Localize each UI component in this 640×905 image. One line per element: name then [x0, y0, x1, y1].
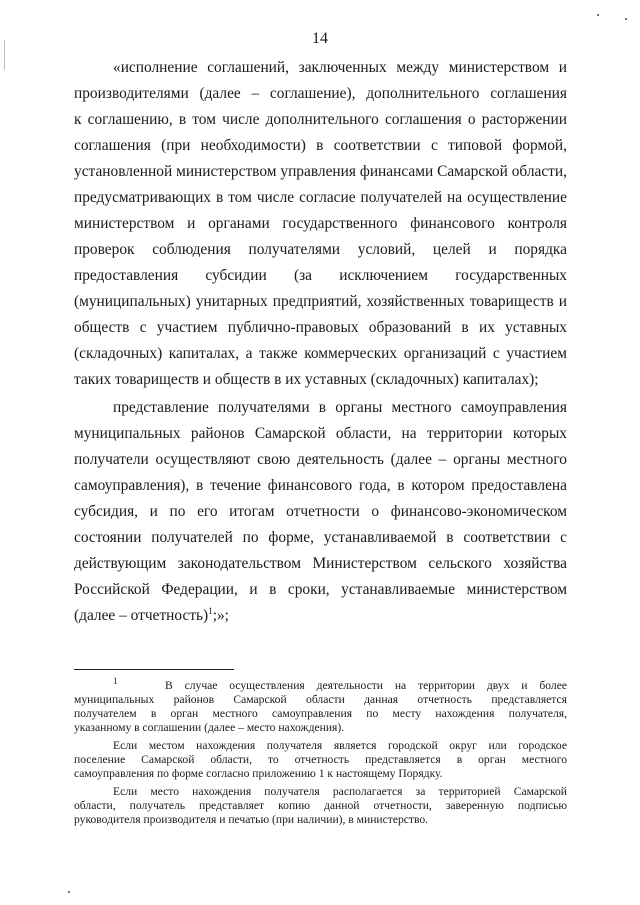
text-line: предоставления субсидии (за исключением государственных [74, 267, 567, 284]
scan-speck [68, 891, 70, 893]
text-line: муниципальных районов Самарской области, на территории которых [74, 425, 567, 442]
footnote-separator [74, 669, 234, 670]
footnote-number: 1 [113, 676, 118, 687]
text-line: производителями (далее – соглашение), дополнительного соглашения [74, 85, 567, 102]
scan-speck [625, 18, 627, 20]
text-line: самоуправления), в течение финансового года, в котором предоставлена [74, 477, 567, 494]
text-line: Российской Федерации, и в сроки, устанавливаемые министерством [74, 581, 567, 598]
page-number: 14 [312, 30, 328, 47]
footnote-line [113, 676, 568, 693]
text-fragment: ;»; [212, 607, 229, 624]
footnote-line: области, получатель представляет копию данной отчетности, заверенную подписью [74, 799, 567, 812]
footnote-line: самоуправления по форме согласно приложению 1 к настоящему Порядку. [74, 767, 443, 780]
footnote-line: Если местом нахождения получателя является городской округ или городское [113, 739, 567, 752]
text-fragment: В случае осуществления деятельности на территории двух и более [164, 679, 568, 692]
text-line: проверок соблюдения получателями условий, целей и порядка [74, 241, 567, 258]
text-line: получатели осуществляют свою деятельность (далее – органы местного [74, 451, 567, 468]
text-line: субсидия, и по его итогам отчетности о финансово-экономическом [74, 503, 567, 520]
footnote-line: Если место нахождения получателя располагается за территорией Самарской [113, 785, 567, 798]
text-line: представление получателями в органы местного самоуправления [113, 399, 567, 416]
text-line: министерством и органами государственного финансового контроля [74, 215, 567, 232]
text-line: (складочных) капиталах, а также коммерческих организаций с участием [74, 345, 567, 362]
footnote-line: руководителя производителя и печатью (при наличии), в министерство. [74, 813, 429, 826]
text-line [74, 606, 229, 626]
footnote-line: муниципальных районов Самарской области данная отчетность представляется [74, 693, 567, 706]
text-line: обществ с участием публично-правовых образований в их уставных [74, 319, 567, 336]
text-line: «исполнение соглашений, заключенных между министерством и [113, 59, 567, 76]
text-line: (муниципальных) унитарных предприятий, хозяйственных товариществ и [74, 293, 567, 310]
footnote-line: указанному в соглашении (далее – место нахождения). [74, 721, 345, 734]
scan-speck [597, 14, 599, 16]
scan-edge [4, 40, 5, 70]
text-line: установленной министерством управления финансами Самарской области, [74, 163, 567, 180]
text-line: соглашения (при необходимости) в соответствии с типовой формой, [74, 137, 567, 154]
footnote-reference: 1 [208, 605, 213, 616]
text-line: состоянии получателей по форме, устанавливаемой в соответствии с [74, 529, 567, 546]
text-line: предусматривающих в том числе согласие получателей на осуществление [74, 189, 567, 206]
footnote-line: поселение Самарской области, то отчетность представляется в орган местного [74, 753, 567, 766]
footnote-line: получателем в орган местного самоуправления по месту нахождения получателя, [74, 707, 567, 720]
text-fragment: (далее – отчетность) [74, 607, 209, 624]
text-line: таких товариществ и обществ в их уставных (складочных) капиталах); [74, 371, 539, 388]
text-line: действующим законодательством Министерством сельского хозяйства [74, 555, 567, 572]
text-line: к соглашению, в том числе дополнительного соглашения о расторжении [74, 111, 567, 128]
